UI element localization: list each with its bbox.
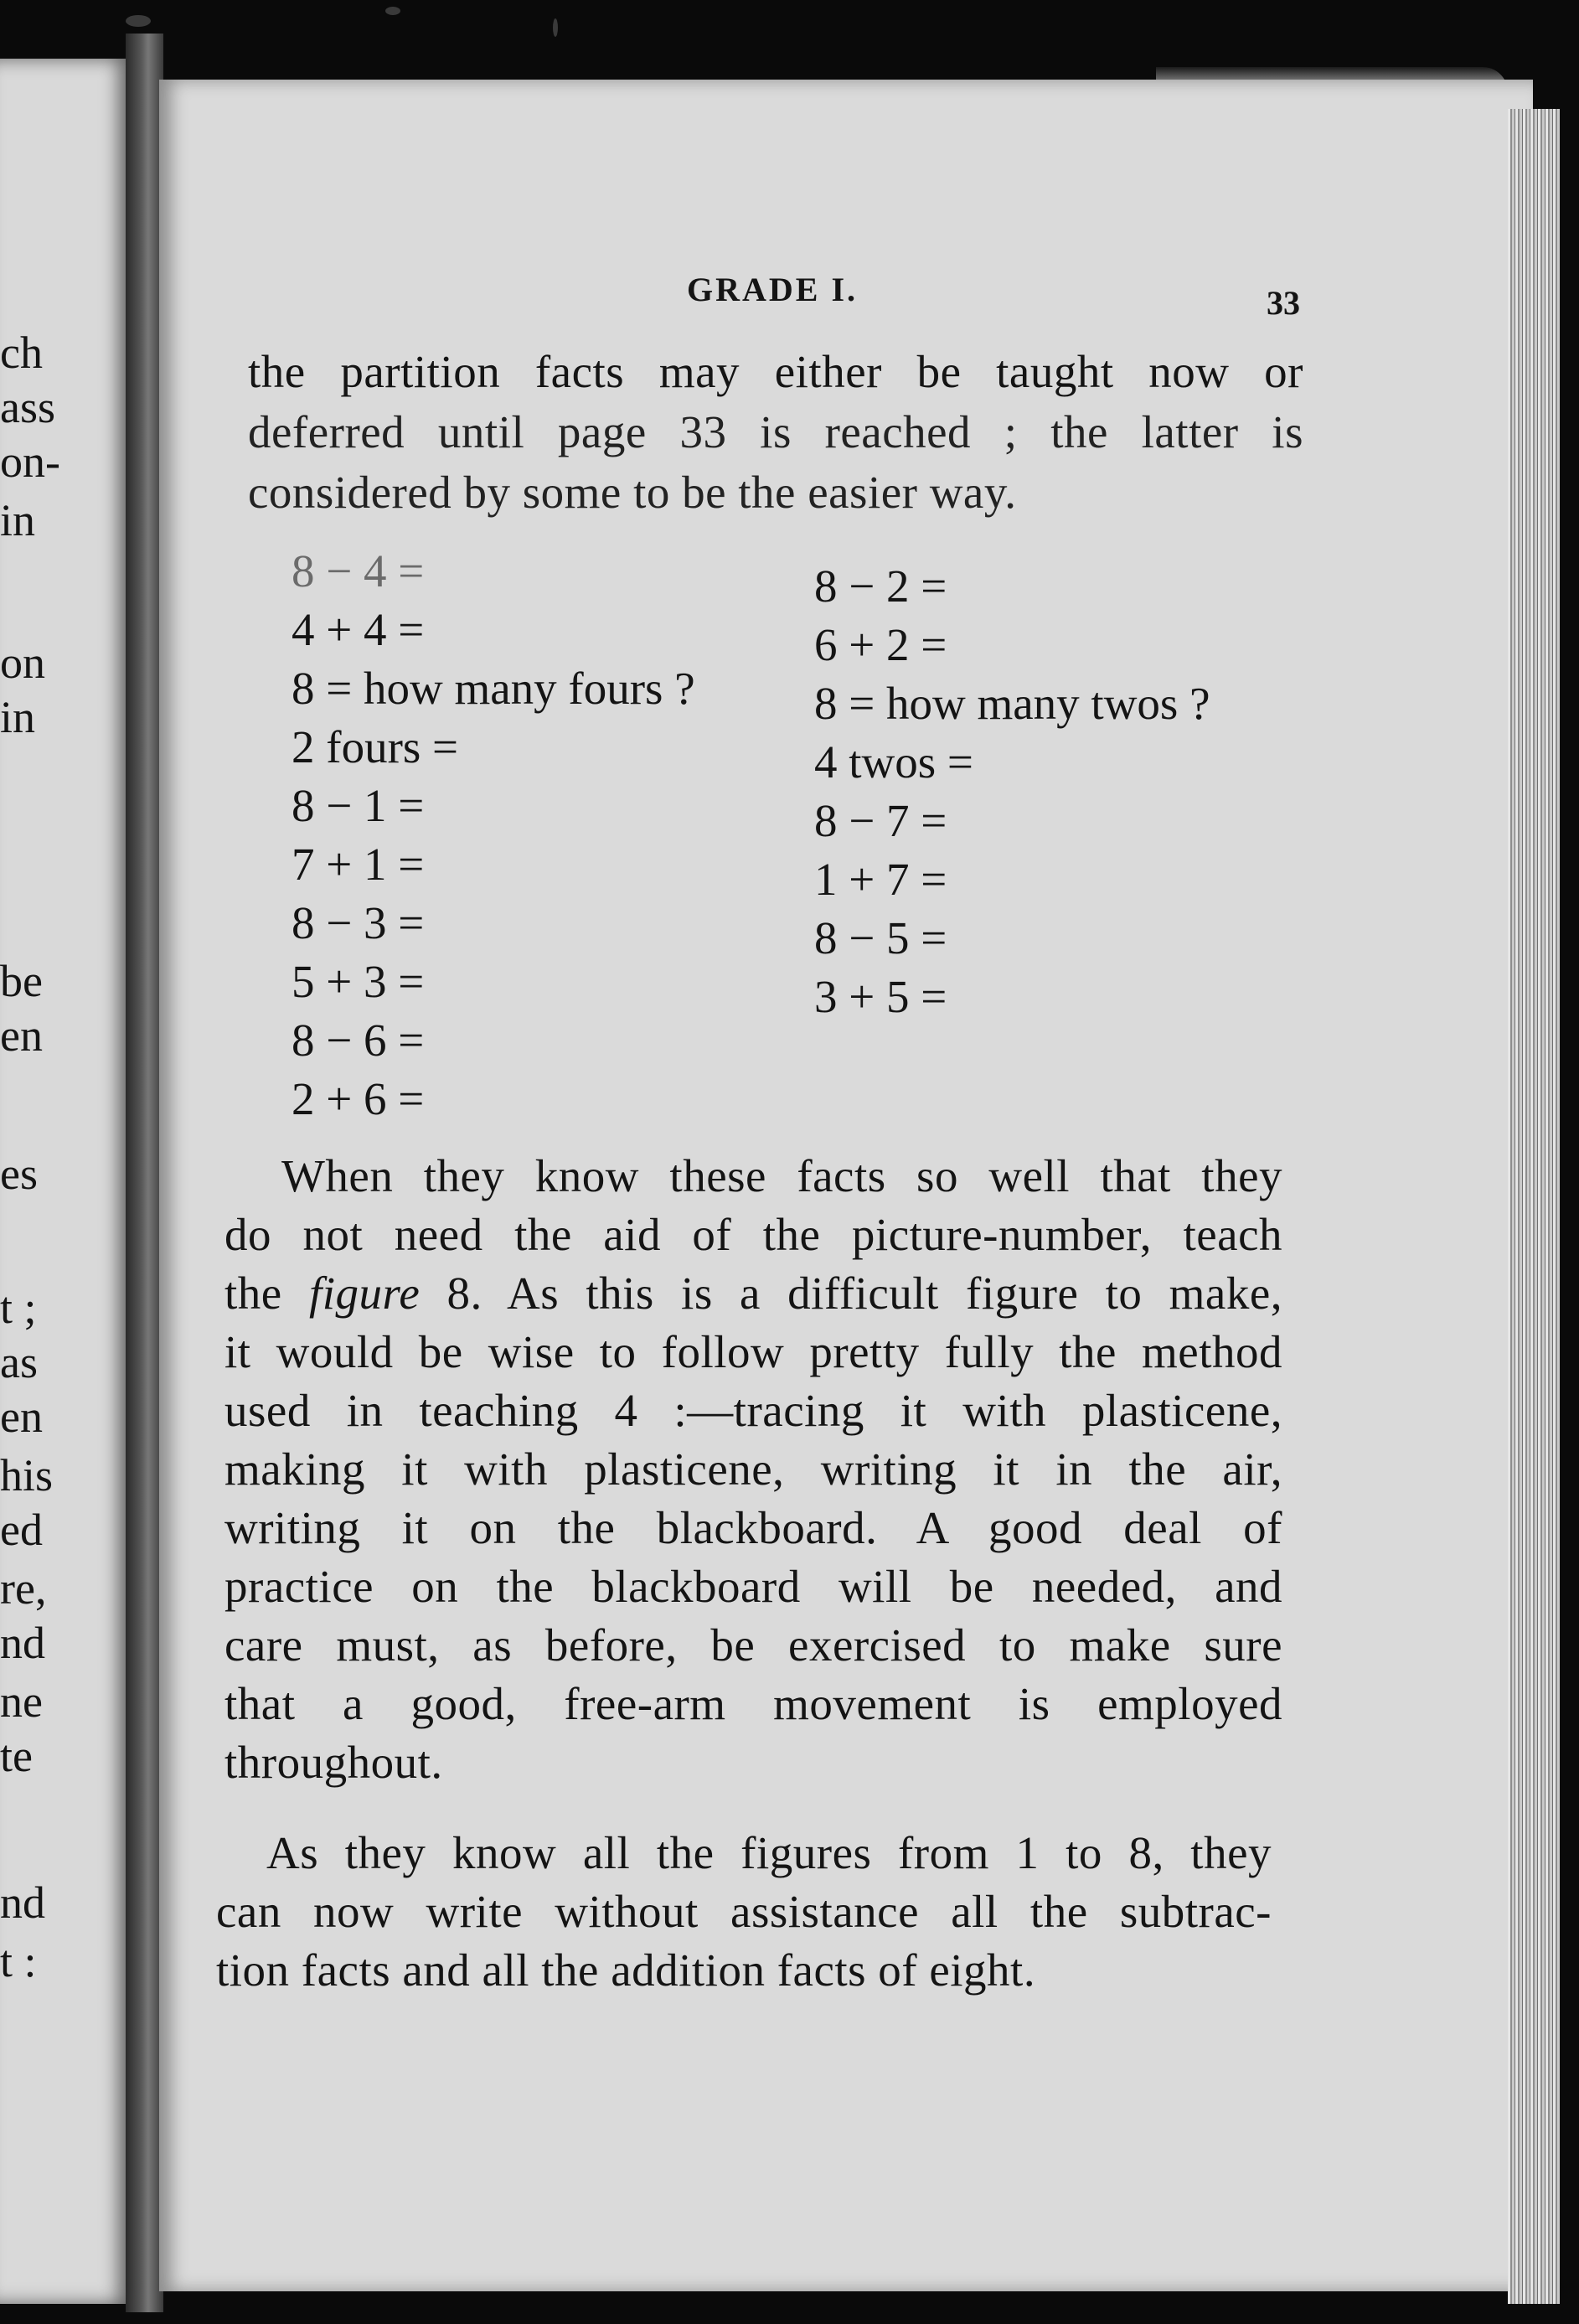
left-page-fragment: be <box>0 956 43 1006</box>
book-gutter <box>126 34 163 2312</box>
paragraph-line: it would be wise to follow pretty fully the method <box>224 1326 1282 1377</box>
fact-line: 8 − 5 = <box>814 912 947 963</box>
fact-line: 2 + 6 = <box>292 1073 425 1124</box>
fact-line: 6 + 2 = <box>814 619 947 670</box>
fact-line: 4 twos = <box>814 736 973 788</box>
left-page-fragment: as <box>0 1337 38 1387</box>
scan-speck <box>126 15 151 27</box>
fact-line: 1 + 7 = <box>814 854 947 905</box>
fact-line: 5 + 3 = <box>292 956 425 1007</box>
left-page-fragment: te <box>0 1731 33 1781</box>
left-page-fragment: t ; <box>0 1283 37 1333</box>
left-page-fragment: en <box>0 1010 43 1061</box>
fact-line: 4 + 4 = <box>292 604 425 655</box>
paragraph-line: As they know all the figures from 1 to 8, they <box>266 1827 1272 1878</box>
intro-line: deferred until page 33 is reached ; the latter is <box>248 406 1303 457</box>
paragraph-line: care must, as before, be exercised to make sure <box>224 1619 1282 1671</box>
fact-line: 8 − 3 = <box>292 897 425 948</box>
paragraph-line: writing it on the blackboard. A good deal of <box>224 1502 1282 1553</box>
left-page-fragment: nd <box>0 1618 45 1668</box>
paragraph-line: throughout. <box>224 1737 443 1788</box>
left-page-fragment: nd <box>0 1877 45 1928</box>
page-edge-stack <box>1508 109 1560 2304</box>
running-head: GRADE I. <box>687 271 859 308</box>
fact-line: 8 − 2 = <box>814 560 947 612</box>
fact-line: 2 fours = <box>292 721 459 772</box>
fact-line: 8 − 1 = <box>292 780 425 831</box>
fact-line: 7 + 1 = <box>292 839 425 890</box>
left-page-fragment: t : <box>0 1936 37 1986</box>
italic-term: figure <box>308 1268 421 1319</box>
paragraph-line: the figure 8. As this is a difficult figure to make, <box>224 1268 1282 1319</box>
scan-speck <box>385 7 400 15</box>
fact-line: 8 − 6 = <box>292 1015 425 1066</box>
intro-line: considered by some to be the easier way. <box>248 467 1017 518</box>
paragraph-line: When they know these facts so well that they <box>281 1150 1282 1201</box>
scan-speck <box>553 18 558 37</box>
left-page-fragment: ass <box>0 382 55 432</box>
left-page-fragment: in <box>0 495 36 545</box>
intro-line: the partition facts may either be taught now or <box>248 346 1303 397</box>
page-number: 33 <box>1267 284 1300 322</box>
left-page-fragment: es <box>0 1149 38 1199</box>
fact-line: 8 = how many fours ? <box>292 663 695 714</box>
paragraph-line: used in teaching 4 :—tracing it with plasticene, <box>224 1385 1282 1436</box>
paragraph-line: making it with plasticene, writing it in the air, <box>224 1443 1282 1495</box>
paragraph-line: tion facts and all the addition facts of eight. <box>216 1944 1036 1996</box>
paragraph-line: can now write without assistance all the subtrac- <box>216 1886 1272 1937</box>
left-page-fragment: re, <box>0 1563 47 1614</box>
fact-line: 8 − 7 = <box>814 795 947 846</box>
left-page-fragment: in <box>0 692 36 742</box>
fact-line: 8 = how many twos ? <box>814 678 1210 729</box>
left-page-fragment: en <box>0 1392 43 1442</box>
fact-line: 3 + 5 = <box>814 971 947 1022</box>
left-page-fragment: his <box>0 1450 54 1500</box>
paragraph-line: that a good, free-arm movement is employed <box>224 1678 1282 1729</box>
left-page-fragment: on <box>0 638 45 688</box>
left-page-fragment: ch <box>0 328 43 378</box>
paragraph-line: do not need the aid of the picture-number, teach <box>224 1209 1282 1260</box>
left-page-fragment: ne <box>0 1676 43 1727</box>
left-page-fragment: on- <box>0 436 60 487</box>
fact-line: 8 − 4 = <box>292 545 425 596</box>
paragraph-line: practice on the blackboard will be needed, and <box>224 1561 1282 1612</box>
left-page-fragment: ed <box>0 1505 43 1555</box>
